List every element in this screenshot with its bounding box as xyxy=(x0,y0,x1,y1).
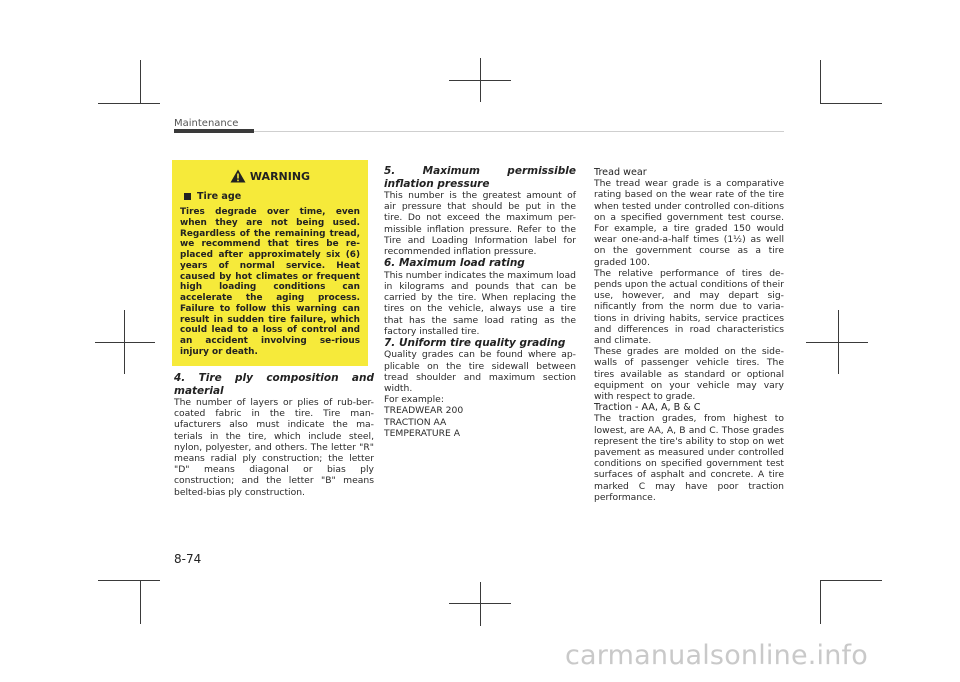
treadwear-body-3: These grades are molded on the side-walls of passenger vehicle tires. The tires available as standard or optional equipment on your vehicle may vary with respect to grade. xyxy=(594,346,784,403)
treadwear-body-1: The tread wear grade is a comparative rating based on the wear rate of the tire when tested under controlled con-ditions on a specified government test course. For example, a tire graded 150 would wear one-and-a-half times (1½) as well on the government course as a tire graded 100. xyxy=(594,178,784,268)
column-1 xyxy=(174,372,374,498)
traction-body: The traction grades, from highest to lowest, are AA, A, B and C. Those grades represent the tire's ability to stop on wet pavement as measured under controlled conditions on specified government test surfaces of asphalt and concrete. A tire marked C may have poor traction performance. xyxy=(594,413,784,503)
warning-heading xyxy=(180,168,360,184)
ply-body: The number of layers or plies of rub-ber-coated fabric in the tire. Tire man-ufacturers also must indicate the ma-terials in the tire, which include steel, nylon, polyester, and others. The letter "R" means radial ply construction; the letter "D" means diagonal or bias ply construction; and the letter "B" means belted-bias ply construction. xyxy=(174,397,374,498)
utqg-body: Quality grades can be found where ap-plicable on the tire sidewall between tread shoulder and maximum section width. xyxy=(384,349,576,395)
column-3 xyxy=(594,167,784,503)
warning-label: WARNING xyxy=(249,169,311,183)
header-rule xyxy=(254,131,784,132)
ply-title: 4. Tire ply composition and material xyxy=(174,372,374,397)
watermark: carmanualsonline.info xyxy=(565,640,868,671)
example-line-traction: TRACTION AA xyxy=(384,416,447,428)
example-label: For example: xyxy=(384,394,444,406)
warning-box xyxy=(172,160,368,366)
page-number: 8-74 xyxy=(174,552,202,566)
treadwear-title: Tread wear xyxy=(594,167,647,178)
section-header: Maintenance xyxy=(174,118,239,129)
traction-title: Traction - AA, A, B & C xyxy=(594,402,701,414)
example-line-temperature: TEMPERATURE A xyxy=(384,427,461,439)
column-2 xyxy=(384,165,576,439)
warning-body: Tires degrade over time, even when they are not being used. Regardless of the remaining tread, we recommend that tires be re-placed after approximately six (6) years of normal service. Heat caused by hot climates or frequent high loading conditions can accelerate the aging process. Failure to follow this warning can result in sudden tire failure, which could lead to a loss of control and an accident involving se-rious injury or death. xyxy=(180,207,360,357)
treadwear-body-2: The relative performance of tires de-pends upon the actual conditions of their use, however, and may depart sig-nificantly from the norm due to varia-tions in driving habits, service practices and differences in road characteristics and climate. xyxy=(594,267,784,347)
warning-triangle-icon xyxy=(230,169,246,183)
pressure-title: 5. Maximum permissible inflation pressure xyxy=(384,165,576,190)
square-bullet-icon xyxy=(184,193,191,200)
header-bar xyxy=(174,129,254,133)
utqg-title: 7. Uniform tire quality grading xyxy=(384,336,566,349)
load-body: This number indicates the maximum load in kilograms and pounds that can be carried by the tire. When replacing the tires on the vehicle, always use a tire that has the same load rating as the factory installed tire. xyxy=(384,269,576,337)
example-line-treadwear: TREADWEAR 200 xyxy=(384,405,464,417)
pressure-body: This number is the greatest amount of air pressure that should be put in the tire. Do not exceed the maximum per-missible inflation pressure. Refer to the Tire and Loading Information label for recommended inflation pressure. xyxy=(384,190,576,258)
warning-subtitle-row xyxy=(184,191,360,202)
warning-subtitle: Tire age xyxy=(197,191,242,202)
load-title: 6. Maximum load rating xyxy=(384,257,525,270)
